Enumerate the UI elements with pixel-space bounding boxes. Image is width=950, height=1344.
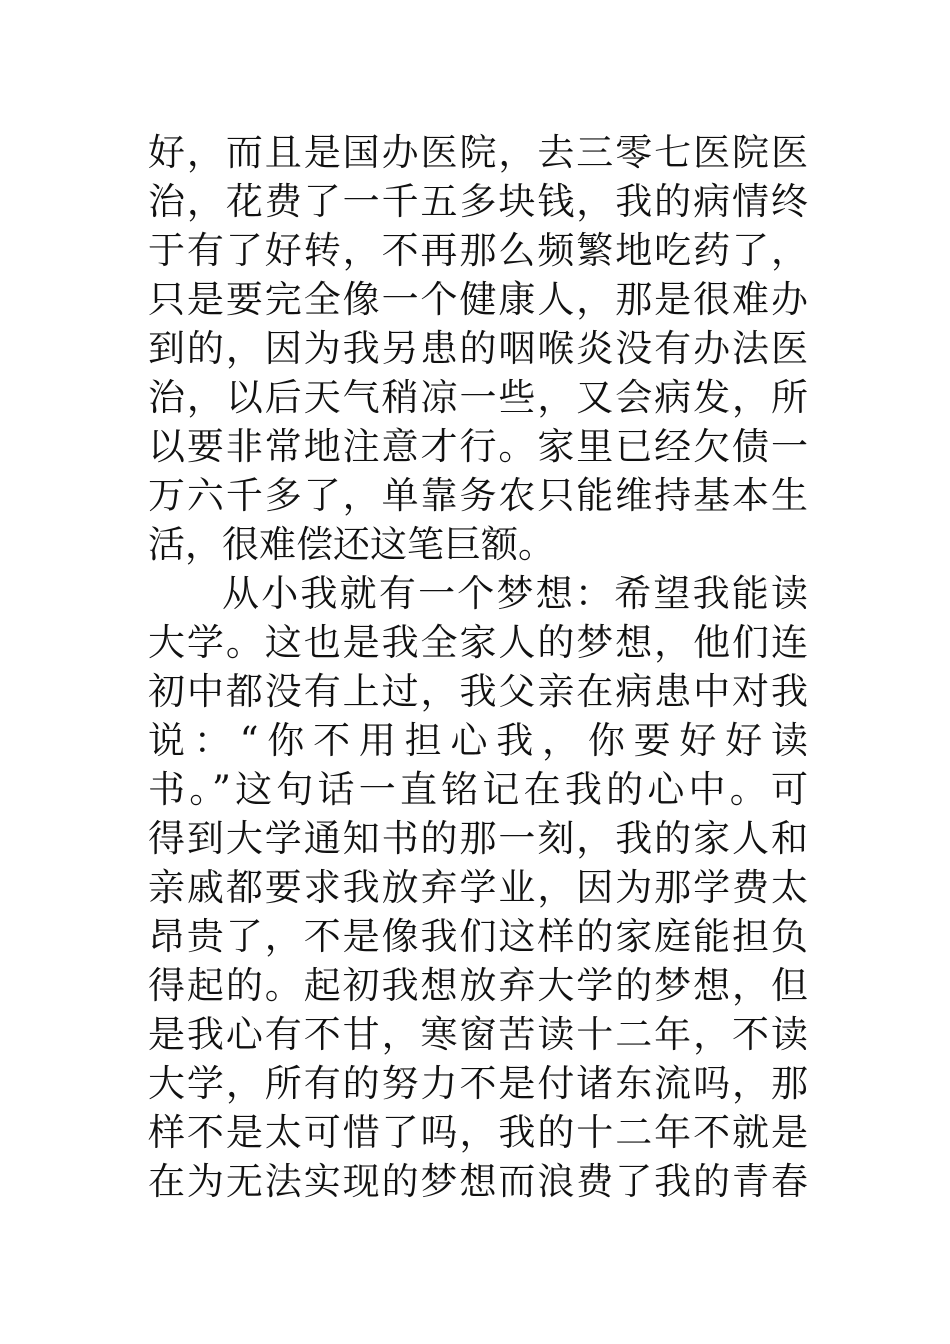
text-line-4: 只是要完全像一个健康人，那是很难办	[148, 278, 808, 321]
text-line-15: 得到大学通知书的那一刻，我的家人和	[148, 817, 808, 860]
text-line-1: 好，而且是国办医院，去三零七医院医	[148, 131, 808, 174]
text-line-8: 万六千多了，单靠务农只能维持基本生	[148, 474, 808, 517]
text-line-12: 初中都没有上过，我父亲在病患中对我	[148, 670, 808, 713]
text-line-20: 大学，所有的努力不是付诸东流吗，那	[148, 1062, 808, 1105]
body-text	[148, 128, 808, 1206]
text-line-3: 于有了好转，不再那么频繁地吃药了，	[148, 229, 808, 272]
text-line-7: 以要非常地注意才行。家里已经欠债一	[148, 425, 808, 468]
text-line-17: 昂贵了，不是像我们这样的家庭能担负	[148, 915, 808, 958]
text-line-6: 治，以后天气稍凉一些，又会病发，所	[148, 376, 808, 419]
text-line-9: 活，很难偿还这笔巨额。	[148, 523, 555, 566]
text-line-2: 治，花费了一千五多块钱，我的病情终	[148, 180, 808, 223]
text-line-22: 在为无法实现的梦想而浪费了我的青春	[148, 1160, 808, 1203]
text-line-10: 从小我就有一个梦想：希望我能读	[222, 572, 808, 615]
text-line-21: 样不是太可惜了吗，我的十二年不就是	[148, 1111, 808, 1154]
text-line-14: 书。”这句话一直铭记在我的心中。可	[148, 768, 808, 811]
text-line-16: 亲戚都要求我放弃学业，因为那学费太	[148, 866, 808, 909]
text-line-13: 说：“你不用担心我，你要好好读	[148, 719, 808, 762]
text-line-11: 大学。这也是我全家人的梦想，他们连	[148, 621, 808, 664]
text-line-5: 到的，因为我另患的咽喉炎没有办法医	[148, 327, 808, 370]
text-line-18: 得起的。起初我想放弃大学的梦想，但	[148, 964, 808, 1007]
text-line-19: 是我心有不甘，寒窗苦读十二年，不读	[148, 1013, 808, 1056]
